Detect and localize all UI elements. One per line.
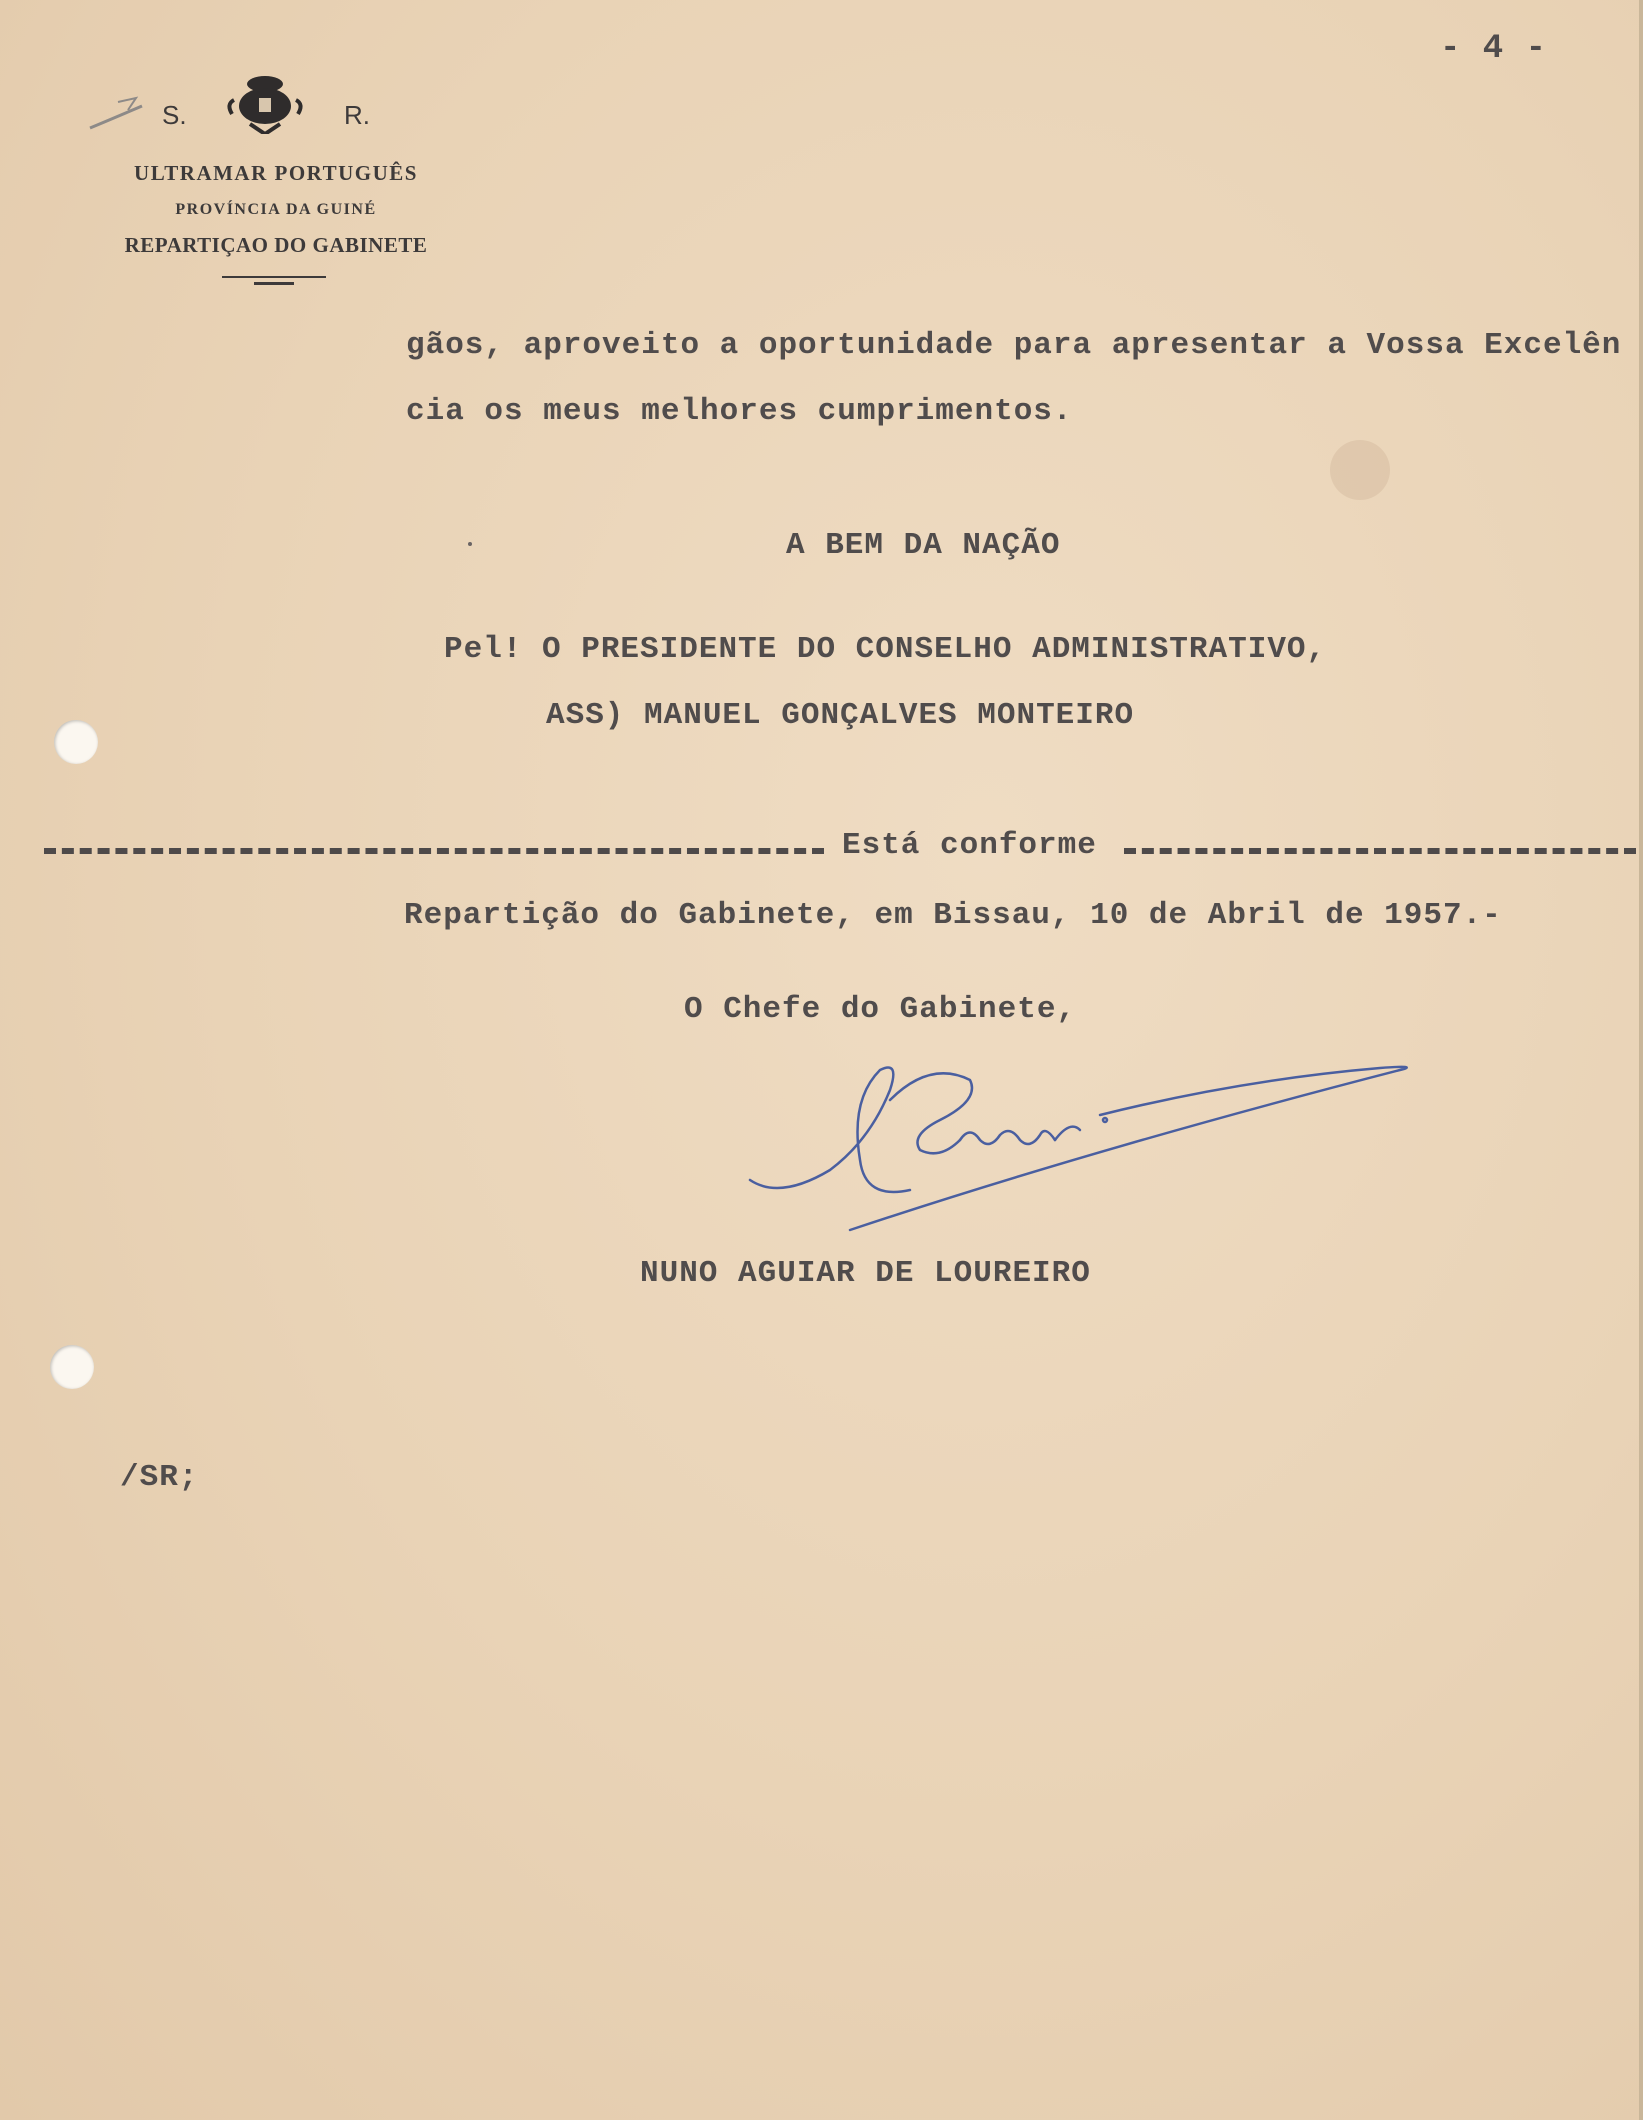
conformity-label: Está conforme: [842, 828, 1097, 863]
ink-mark-icon: [84, 88, 154, 134]
letterhead-line-2: PROVÍNCIA DA GUINÉ: [175, 201, 377, 218]
paper-stain: [1330, 440, 1390, 500]
dashed-rule-right: [1124, 848, 1636, 854]
body-line-2: cia os meus melhores cumprimentos.: [406, 394, 1073, 429]
dashed-rule-left: [44, 848, 824, 854]
closing-line: A BEM DA NAÇÃO: [786, 528, 1061, 563]
place-date: Repartição do Gabinete, em Bissau, 10 de Abril de 1957.-: [404, 898, 1502, 933]
signatory-name: ASS) MANUEL GONÇALVES MONTEIRO: [546, 698, 1135, 733]
reference-initials: /SR;: [120, 1460, 199, 1495]
letterhead-line-3: REPARTIÇAO DO GABINETE: [124, 233, 428, 257]
paper-edge: [1639, 0, 1643, 2120]
letterhead-rule-short: [254, 282, 294, 285]
chief-role: O Chefe do Gabinete,: [684, 992, 1077, 1027]
letterhead-line-1: ULTRAMAR PORTUGUÊS: [134, 161, 418, 185]
coat-of-arms-icon: [226, 74, 304, 134]
page-number: - 4 -: [1440, 30, 1548, 68]
handwritten-signature: [740, 1040, 1420, 1240]
ink-dot: [468, 542, 472, 546]
punch-hole-bottom: [50, 1345, 94, 1389]
body-line-1: gãos, aproveito a oportunidade para apresentar a Vossa Excelên: [406, 328, 1622, 363]
letterhead-initial-left: S.: [162, 100, 187, 130]
punch-hole-top: [54, 720, 98, 764]
signatory-title: Pel! O PRESIDENTE DO CONSELHO ADMINISTRATIVO,: [444, 632, 1327, 667]
letterhead-initial-right: R.: [344, 100, 370, 130]
chief-name: NUNO AGUIAR DE LOUREIRO: [640, 1256, 1091, 1291]
letterhead-rule: [222, 276, 326, 278]
